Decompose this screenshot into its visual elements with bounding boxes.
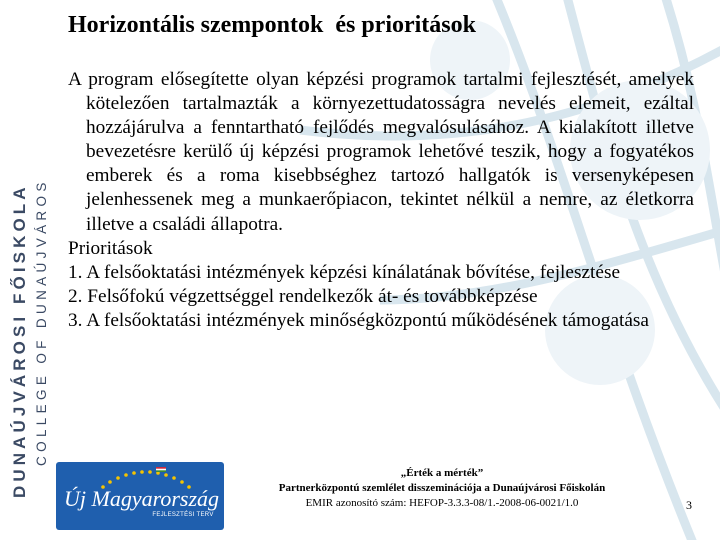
uj-magyarorszag-logo (56, 462, 224, 530)
slide-title: Horizontális szempontok és prioritások (68, 12, 476, 38)
college-name-vertical: DUNAÚJVÁROSI FŐISKOLA (10, 183, 29, 498)
slide-body (68, 68, 694, 333)
college-name-english-vertical: COLLEGE OF DUNAÚJVÁROS (34, 178, 49, 466)
intro-paragraph: A program elősegítette olyan képzési programok tartalmi fejlesztését, amelyek kötelezően tartalmazták a környezettudatosságra nevelés elemeit, ezáltal hozzájárulva a fenntartható fejlődés megvalósulásához. A kialakított illetve bevezetésre kerülő új képzési programok lehetővé teszik, hogy a fogyatékos emberek és a roma kisebbséghez tartozó hallgatók is versenyképesen jelenhessenek meg a munkaerőpiacon, tekintet nélkül a nemre, az életkorra illetve a családi állapotra. (68, 69, 694, 235)
page-number: 3 (686, 498, 692, 512)
logo-subtext: FEJLESZTÉSI TERV (152, 512, 214, 518)
priority-item-1: 1. A felsőoktatási intézmények képzési kínálatának bővítése, fejlesztése (68, 261, 621, 283)
footer-slogan: „Érték a mérték” (400, 467, 484, 479)
logo-text: Új Magyarország (64, 486, 220, 511)
priority-item-3: 3. A felsőoktatási intézmények minőségközpontú működésének támogatása (68, 309, 649, 331)
priority-item-2: 2. Felsőfokú végzettséggel rendelkezők át- és továbbképzése (68, 285, 538, 307)
footer-project-id: EMIR azonosító szám: HEFOP-3.3.3-08/1.-2008-06-0021/1.0 (305, 497, 579, 509)
footer-project-title: Partnerközpontú szemlélet disszeminációja a Dunaújvárosi Főiskolán (278, 482, 606, 494)
footer (228, 466, 656, 511)
priorities-heading: Prioritások (68, 237, 153, 259)
